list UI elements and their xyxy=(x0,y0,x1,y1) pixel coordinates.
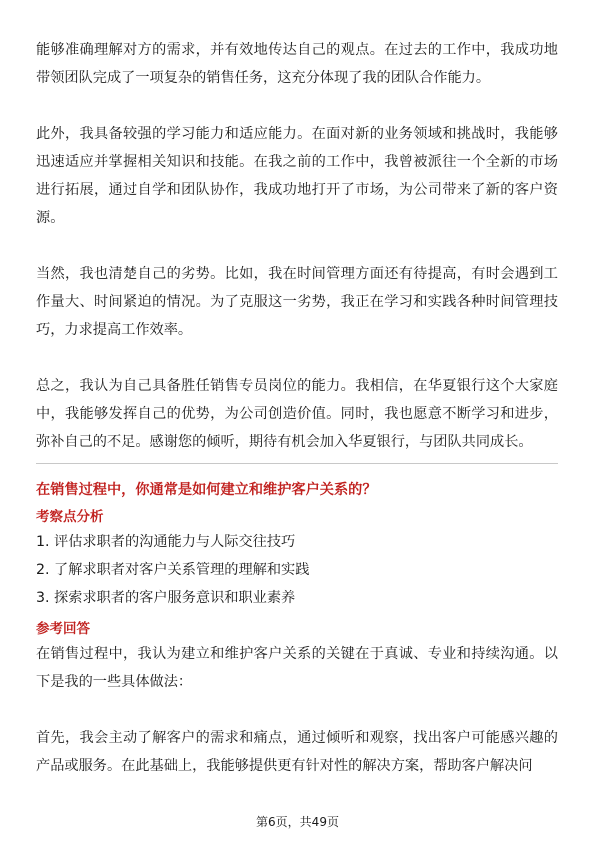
body-paragraph-4: 总之，我认为自己具备胜任销售专员岗位的能力。我相信，在华夏银行这个大家庭中，我能够发挥自己的优势，为公司创造价值。同时，我也愿意不断学习和进步，弥补自己的不足。感谢您的倾听，期待有机会加入华夏银行，与团队共同成长。 xyxy=(36,378,558,450)
answer-title: 参考回答 xyxy=(36,621,90,637)
body-paragraph-1: 能够准确理解对方的需求，并有效地传达自己的观点。在过去的工作中，我成功地带领团队完成了一项复杂的销售任务，这充分体现了我的团队合作能力。 xyxy=(36,42,558,86)
list-item: 1. 评估求职者的沟通能力与人际交往技巧 xyxy=(36,534,296,550)
list-item: 3. 探索求职者的客户服务意识和职业素养 xyxy=(36,590,296,606)
question-heading: 在销售过程中，你通常是如何建立和维护客户关系的？ xyxy=(36,482,377,498)
body-paragraph-3: 当然，我也清楚自己的劣势。比如，我在时间管理方面还有待提高，有时会遇到工作量大、时间紧迫的情况。为了克服这一劣势，我正在学习和实践各种时间管理技巧，力求提高工作效率。 xyxy=(36,266,558,338)
section-divider xyxy=(36,463,558,464)
answer-paragraph-1: 在销售过程中，我认为建立和维护客户关系的关键在于真诚、专业和持续沟通。以下是我的一些具体做法： xyxy=(36,646,558,690)
body-paragraph-2: 此外，我具备较强的学习能力和适应能力。在面对新的业务领域和挑战时，我能够迅速适应并掌握相关知识和技能。在我之前的工作中，我曾被派往一个全新的市场进行拓展，通过自学和团队协作，我成功地打开了市场，为公司带来了新的客户资源。 xyxy=(36,126,558,226)
analysis-list xyxy=(36,528,558,612)
list-item: 2. 了解求职者对客户关系管理的理解和实践 xyxy=(36,562,310,578)
page-footer: 第6页，共49页 xyxy=(256,815,339,829)
analysis-title: 考察点分析 xyxy=(36,509,104,525)
page-content xyxy=(36,36,558,780)
answer-paragraph-2: 首先，我会主动了解客户的需求和痛点，通过倾听和观察，找出客户可能感兴趣的产品或服务。在此基础上，我能够提供更有针对性的解决方案，帮助客户解决问 xyxy=(36,730,558,774)
